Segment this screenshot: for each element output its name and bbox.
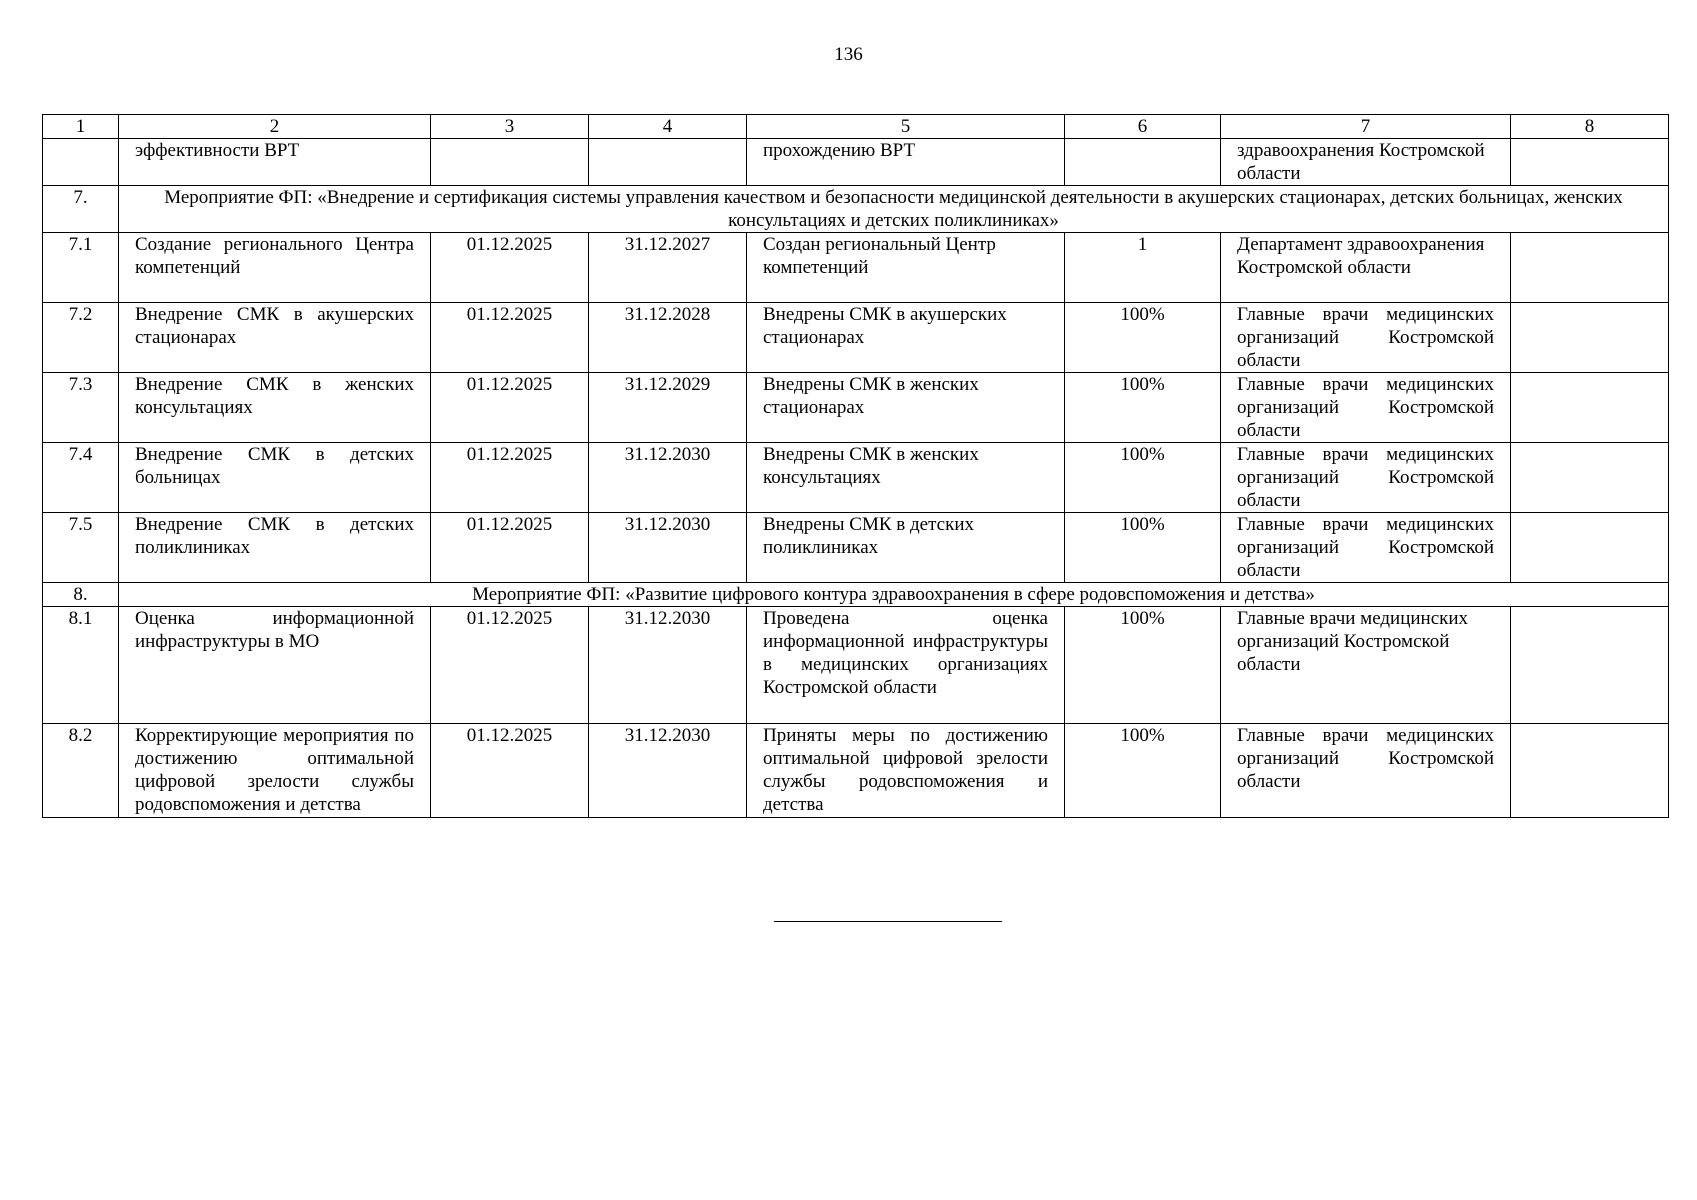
cell-responsible: Главные врачи медицинских организаций Костромской области bbox=[1221, 373, 1511, 443]
cell-action: Корректирующие мероприятия по достижению оптимальной цифровой зрелости службы родовспоможения и детства bbox=[119, 724, 431, 818]
table-row-continuation bbox=[43, 139, 1669, 186]
cell-action: Внедрение СМК в акушерских стационарах bbox=[119, 303, 431, 373]
header-cell: 1 bbox=[43, 115, 119, 139]
cell-responsible: Главные врачи медицинских организаций Костромской области bbox=[1221, 303, 1511, 373]
cell-end-date: 31.12.2028 bbox=[589, 303, 747, 373]
cell-end-date: 31.12.2030 bbox=[589, 724, 747, 818]
cell-value: 100% bbox=[1065, 443, 1221, 513]
header-cell: 6 bbox=[1065, 115, 1221, 139]
cell-action: Внедрение СМК в детских больницах bbox=[119, 443, 431, 513]
header-cell: 4 bbox=[589, 115, 747, 139]
cell-action: Внедрение СМК в детских поликлиниках bbox=[119, 513, 431, 583]
cell-number: 7.5 bbox=[43, 513, 119, 583]
table-header-row bbox=[43, 115, 1669, 139]
cell-number: 7.2 bbox=[43, 303, 119, 373]
cell-value bbox=[1065, 139, 1221, 186]
table-row-7-2 bbox=[43, 303, 1669, 373]
cell-start-date: 01.12.2025 bbox=[431, 443, 589, 513]
cell-note bbox=[1511, 607, 1669, 724]
footer-divider bbox=[774, 921, 1002, 922]
cell-action: Внедрение СМК в женских консультациях bbox=[119, 373, 431, 443]
cell-start-date: 01.12.2025 bbox=[431, 303, 589, 373]
cell-result: Создан региональный Центр компетенций bbox=[747, 233, 1065, 303]
section-number: 7. bbox=[43, 186, 119, 233]
cell-number: 7.4 bbox=[43, 443, 119, 513]
table-row-7-4 bbox=[43, 443, 1669, 513]
table-row-7-5 bbox=[43, 513, 1669, 583]
cell-end-date: 31.12.2030 bbox=[589, 443, 747, 513]
cell-result: прохождению ВРТ bbox=[747, 139, 1065, 186]
cell-note bbox=[1511, 724, 1669, 818]
cell-responsible: Главные врачи медицинских организаций Костромской области bbox=[1221, 607, 1511, 724]
section-row-8 bbox=[43, 583, 1669, 607]
cell-result: Внедрены СМК в женских консультациях bbox=[747, 443, 1065, 513]
cell-responsible: Департамент здравоохранения Костромской области bbox=[1221, 233, 1511, 303]
cell-note bbox=[1511, 443, 1669, 513]
cell-result: Внедрены СМК в женских стационарах bbox=[747, 373, 1065, 443]
cell-result: Приняты меры по достижению оптимальной цифровой зрелости службы родовспоможения и детства bbox=[747, 724, 1065, 818]
cell-start-date: 01.12.2025 bbox=[431, 513, 589, 583]
cell-note bbox=[1511, 139, 1669, 186]
cell-number: 8.1 bbox=[43, 607, 119, 724]
cell-number bbox=[43, 139, 119, 186]
cell-note bbox=[1511, 513, 1669, 583]
cell-value: 100% bbox=[1065, 607, 1221, 724]
cell-action: Оценка информационной инфраструктуры в МО bbox=[119, 607, 431, 724]
cell-responsible: Главные врачи медицинских организаций Костромской области bbox=[1221, 724, 1511, 818]
table-row-7-1 bbox=[43, 233, 1669, 303]
cell-start-date: 01.12.2025 bbox=[431, 373, 589, 443]
cell-end-date: 31.12.2029 bbox=[589, 373, 747, 443]
cell-result: Внедрены СМК в детских поликлиниках bbox=[747, 513, 1065, 583]
section-title: Мероприятие ФП: «Внедрение и сертификация системы управления качеством и безопасности медицинской деятельности в акушерских стационарах, детских больницах, женских консультациях и детских поликлиниках» bbox=[119, 186, 1669, 233]
table-row-7-3 bbox=[43, 373, 1669, 443]
cell-result: Внедрены СМК в акушерских стационарах bbox=[747, 303, 1065, 373]
cell-end-date: 31.12.2027 bbox=[589, 233, 747, 303]
cell-value: 100% bbox=[1065, 303, 1221, 373]
cell-note bbox=[1511, 373, 1669, 443]
cell-result: Проведена оценка информационной инфраструктуры в медицинских организациях Костромской области bbox=[747, 607, 1065, 724]
cell-responsible: Главные врачи медицинских организаций Костромской области bbox=[1221, 513, 1511, 583]
cell-action: эффективности ВРТ bbox=[119, 139, 431, 186]
cell-end-date bbox=[589, 139, 747, 186]
section-row-7 bbox=[43, 186, 1669, 233]
cell-start-date: 01.12.2025 bbox=[431, 724, 589, 818]
cell-number: 8.2 bbox=[43, 724, 119, 818]
cell-start-date: 01.12.2025 bbox=[431, 233, 589, 303]
cell-note bbox=[1511, 303, 1669, 373]
cell-value: 100% bbox=[1065, 724, 1221, 818]
section-number: 8. bbox=[43, 583, 119, 607]
header-cell: 2 bbox=[119, 115, 431, 139]
header-cell: 3 bbox=[431, 115, 589, 139]
cell-value: 1 bbox=[1065, 233, 1221, 303]
cell-end-date: 31.12.2030 bbox=[589, 513, 747, 583]
cell-start-date: 01.12.2025 bbox=[431, 607, 589, 724]
section-title: Мероприятие ФП: «Развитие цифрового контура здравоохранения в сфере родовспоможения и детства» bbox=[119, 583, 1669, 607]
table-row-8-1 bbox=[43, 607, 1669, 724]
cell-end-date: 31.12.2030 bbox=[589, 607, 747, 724]
cell-value: 100% bbox=[1065, 373, 1221, 443]
cell-responsible: Главные врачи медицинских организаций Костромской области bbox=[1221, 443, 1511, 513]
cell-number: 7.1 bbox=[43, 233, 119, 303]
cell-responsible: здравоохранения Костромской области bbox=[1221, 139, 1511, 186]
header-cell: 5 bbox=[747, 115, 1065, 139]
header-cell: 8 bbox=[1511, 115, 1669, 139]
cell-note bbox=[1511, 233, 1669, 303]
cell-number: 7.3 bbox=[43, 373, 119, 443]
cell-value: 100% bbox=[1065, 513, 1221, 583]
cell-start-date bbox=[431, 139, 589, 186]
cell-action: Создание регионального Центра компетенций bbox=[119, 233, 431, 303]
header-cell: 7 bbox=[1221, 115, 1511, 139]
table-row-8-2 bbox=[43, 724, 1669, 818]
activities-table bbox=[42, 114, 1669, 818]
page-number: 136 bbox=[834, 44, 863, 65]
